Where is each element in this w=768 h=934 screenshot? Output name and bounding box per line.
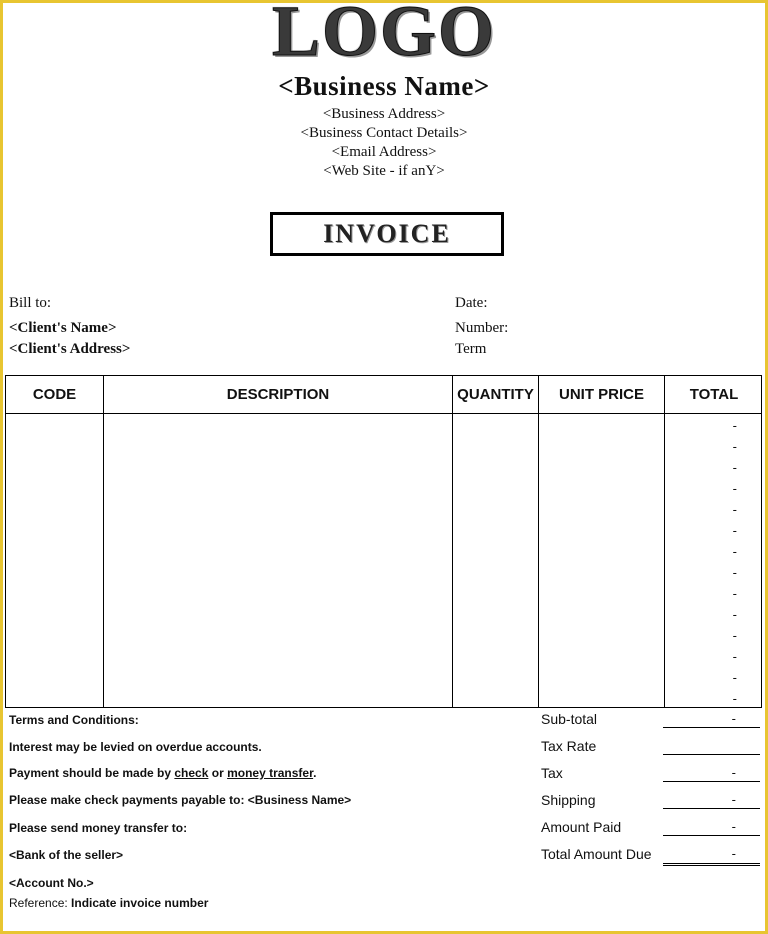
row-total: - — [732, 544, 737, 559]
logo: LOGO — [271, 0, 497, 71]
client-address: <Client's Address> — [9, 341, 131, 357]
column-header-total: TOTAL — [689, 386, 739, 403]
reference-value: Indicate invoice number — [71, 896, 209, 910]
tax-label: Tax — [541, 765, 563, 781]
column-header-unit-price: UNIT PRICE — [558, 386, 644, 403]
business-email: <Email Address> — [331, 144, 437, 160]
client-name: <Client's Name> — [9, 320, 117, 336]
term-label: Term — [455, 341, 487, 357]
subtotal-value: - — [663, 710, 760, 728]
column-divider — [452, 376, 453, 707]
column-header-description: DESCRIPTION — [226, 386, 330, 403]
total-due-value: - — [663, 845, 760, 866]
account-number: <Account No.> — [9, 876, 94, 890]
items-table — [5, 375, 762, 708]
amount-paid-value: - — [663, 818, 760, 836]
business-contact: <Business Contact Details> — [300, 125, 468, 141]
payment-check: check — [174, 766, 209, 780]
column-divider — [538, 376, 539, 707]
payment-transfer: money transfer — [227, 766, 314, 780]
total-due-label: Total Amount Due — [541, 846, 652, 862]
business-website: <Web Site - if anY> — [323, 163, 445, 179]
amount-paid-label: Amount Paid — [541, 819, 622, 835]
column-divider — [664, 376, 665, 707]
payment-or: or — [208, 766, 228, 780]
terms-heading: Terms and Conditions: — [9, 713, 139, 727]
row-total: - — [732, 439, 737, 454]
shipping-label: Shipping — [541, 792, 596, 808]
row-total: - — [732, 691, 737, 706]
terms-check-payable: Please make check payments payable to: <Business Name> — [9, 793, 352, 807]
row-total: - — [732, 586, 737, 601]
payment-suffix: . — [313, 766, 317, 780]
date-label: Date: — [455, 295, 488, 311]
tax-rate-label: Tax Rate — [541, 738, 597, 754]
bank-name: <Bank of the seller> — [9, 848, 124, 862]
row-total: - — [732, 649, 737, 664]
terms-payment — [9, 766, 316, 780]
reference-label: Reference: — [9, 896, 72, 910]
row-total: - — [732, 481, 737, 496]
tax-rate-value — [663, 737, 760, 755]
row-total: - — [732, 607, 737, 622]
business-name: <Business Name> — [278, 71, 490, 101]
column-header-code: CODE — [32, 386, 77, 403]
row-total: - — [732, 670, 737, 685]
terms-interest: Interest may be levied on overdue accounts. — [9, 740, 262, 754]
shipping-value: - — [663, 791, 760, 809]
row-total: - — [732, 628, 737, 643]
column-header-quantity: QUANTITY — [457, 386, 534, 403]
tax-value: - — [663, 764, 760, 782]
row-total: - — [732, 418, 737, 433]
column-divider — [103, 376, 104, 707]
row-total: - — [732, 502, 737, 517]
terms-transfer-to: Please send money transfer to: — [9, 821, 188, 835]
row-total: - — [732, 565, 737, 580]
reference — [9, 896, 208, 910]
business-address: <Business Address> — [322, 106, 446, 122]
payment-prefix: Payment should be made by — [9, 766, 175, 780]
number-label: Number: — [455, 320, 509, 336]
subtotal-label: Sub-total — [541, 711, 598, 727]
invoice-title: INVOICE — [270, 212, 504, 256]
row-total: - — [732, 523, 737, 538]
bill-to-label: Bill to: — [9, 295, 52, 311]
row-total: - — [732, 460, 737, 475]
